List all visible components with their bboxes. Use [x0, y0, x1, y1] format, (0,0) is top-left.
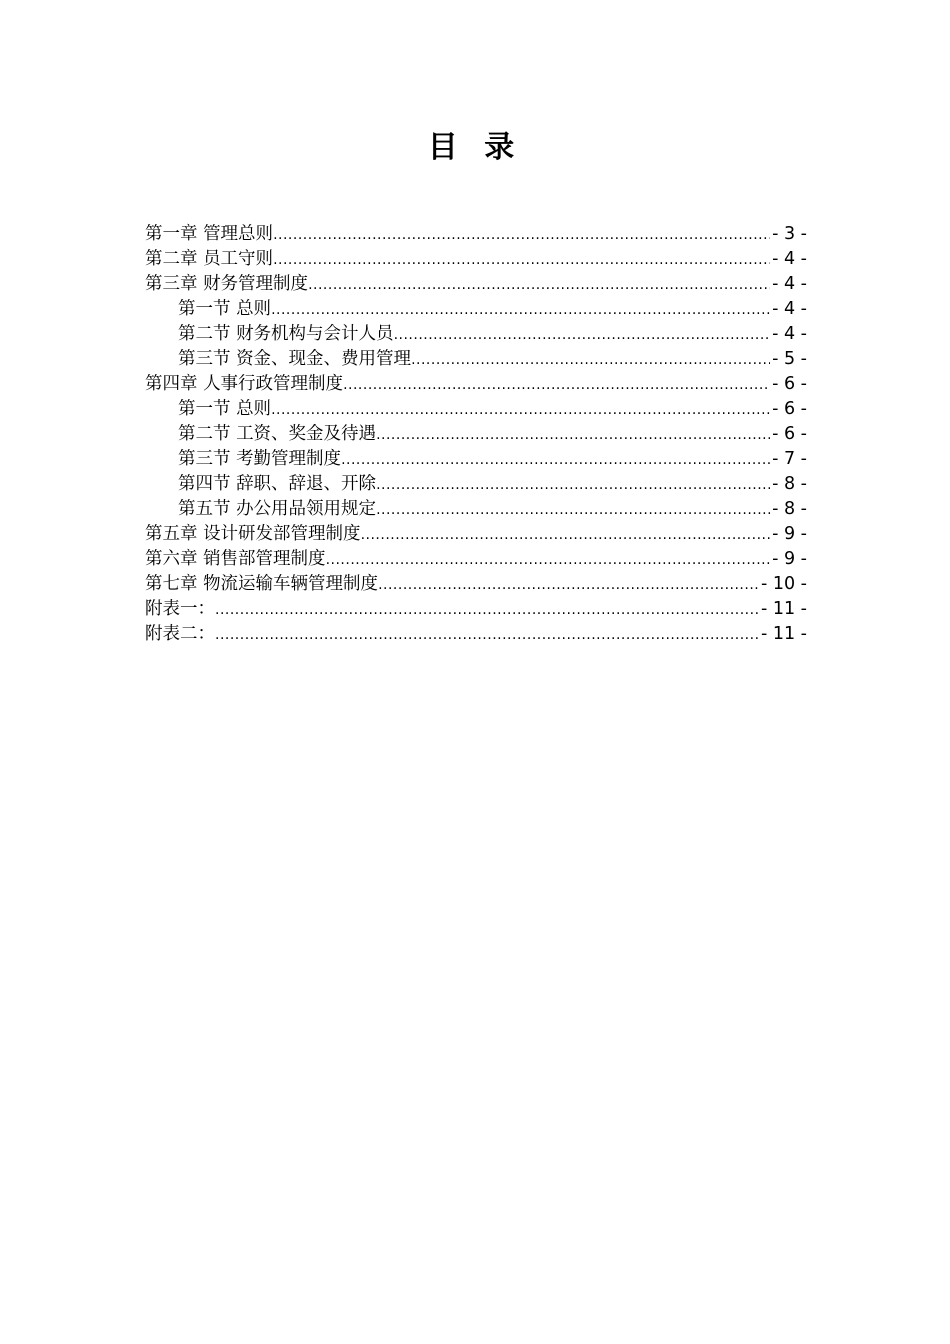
toc-entry-page: - 4 -: [772, 324, 807, 344]
toc-entry[interactable]: [145, 422, 807, 447]
toc-entry[interactable]: [145, 447, 807, 472]
toc-entry[interactable]: [145, 272, 807, 297]
toc-entry-page: - 9 -: [772, 524, 807, 544]
toc-entry-label: 第一章 管理总则: [145, 224, 274, 244]
dot-leader: [271, 298, 770, 323]
toc-entry[interactable]: [145, 297, 807, 322]
dot-leader: [343, 373, 770, 398]
toc-entry-page: - 11 -: [760, 624, 807, 644]
toc-entry-page: - 6 -: [772, 374, 807, 394]
toc-entry[interactable]: [145, 622, 807, 647]
toc-entry-page: - 7 -: [772, 449, 807, 469]
dot-leader: [215, 623, 759, 648]
toc-entry[interactable]: [145, 372, 807, 397]
dot-leader: [308, 273, 770, 298]
dot-leader: [215, 598, 759, 623]
toc-entry[interactable]: [145, 597, 807, 622]
dot-leader: [378, 573, 759, 598]
toc-entry-label: 附表一：: [145, 599, 215, 619]
toc-entry-label: 第一节 总则: [178, 399, 272, 419]
dot-leader: [273, 248, 770, 273]
dot-leader: [376, 473, 770, 498]
dot-leader: [326, 548, 771, 573]
toc-entry[interactable]: [145, 222, 807, 247]
toc-entry-page: - 6 -: [772, 399, 807, 419]
dot-leader: [394, 323, 771, 348]
toc-entry-label: 第三节 考勤管理制度: [178, 449, 342, 469]
toc-entry-label: 第一节 总则: [178, 299, 272, 319]
dot-leader: [376, 423, 770, 448]
toc-entry-label: 第五章 设计研发部管理制度: [145, 524, 361, 544]
toc-entry[interactable]: [145, 522, 807, 547]
toc-entry-label: 第五节 办公用品领用规定: [178, 499, 377, 519]
dot-leader: [273, 223, 770, 248]
toc-entry[interactable]: [145, 347, 807, 372]
dot-leader: [411, 348, 770, 373]
toc-entry-label: 第六章 销售部管理制度: [145, 549, 326, 569]
toc-entry-label: 第四节 辞职、辞退、开除: [178, 474, 377, 494]
dot-leader: [361, 523, 771, 548]
toc-entry-label: 第三节 资金、现金、费用管理: [178, 349, 412, 369]
toc-entry-page: - 9 -: [772, 549, 807, 569]
toc-entry-page: - 4 -: [772, 274, 807, 294]
toc-entry[interactable]: [145, 572, 807, 597]
toc-entry[interactable]: [145, 247, 807, 272]
dot-leader: [376, 498, 770, 523]
toc-entry-label: 第三章 财务管理制度: [145, 274, 309, 294]
toc-entry-label: 第二章 员工守则: [145, 249, 274, 269]
dot-leader: [271, 398, 770, 423]
table-of-contents: [145, 222, 807, 647]
toc-entry-page: - 11 -: [760, 599, 807, 619]
toc-entry-page: - 6 -: [772, 424, 807, 444]
toc-entry-page: - 4 -: [772, 299, 807, 319]
toc-entry[interactable]: [145, 547, 807, 572]
dot-leader: [341, 448, 770, 473]
toc-entry-label: 第二节 工资、奖金及待遇: [178, 424, 377, 444]
toc-entry[interactable]: [145, 322, 807, 347]
toc-entry-page: - 4 -: [772, 249, 807, 269]
toc-entry[interactable]: [145, 497, 807, 522]
toc-title: 目 录: [427, 130, 523, 165]
toc-entry-label: 第二节 财务机构与会计人员: [178, 324, 394, 344]
toc-entry[interactable]: [145, 397, 807, 422]
toc-entry-page: - 8 -: [772, 499, 807, 519]
toc-entry-label: 第四章 人事行政管理制度: [145, 374, 344, 394]
toc-entry-page: - 8 -: [772, 474, 807, 494]
toc-entry-page: - 3 -: [772, 224, 807, 244]
toc-entry-page: - 5 -: [772, 349, 807, 369]
toc-entry-label: 附表二：: [145, 624, 215, 644]
toc-entry[interactable]: [145, 472, 807, 497]
toc-entry-page: - 10 -: [760, 574, 807, 594]
toc-entry-label: 第七章 物流运输车辆管理制度: [145, 574, 379, 594]
